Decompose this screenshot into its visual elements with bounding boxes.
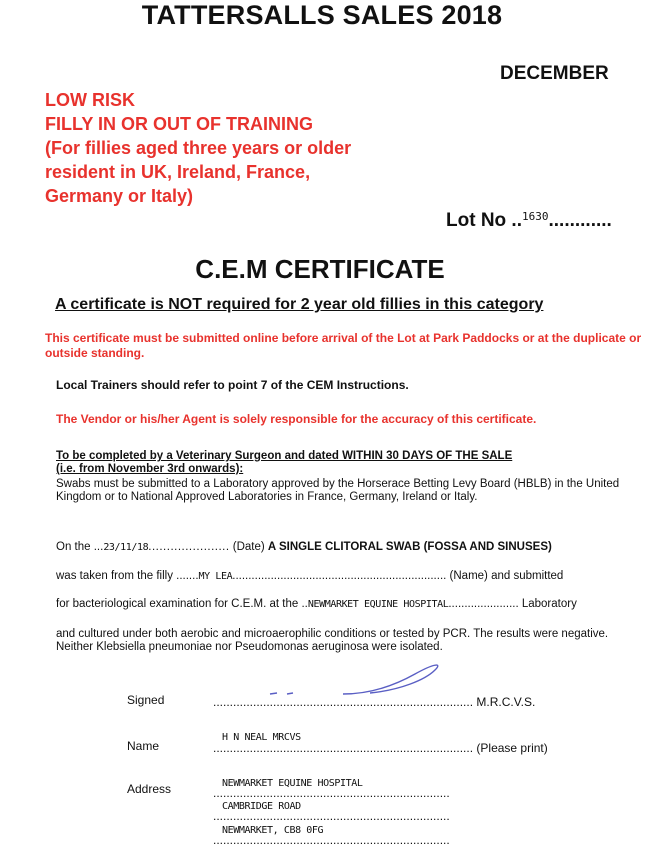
laboratory-dots: ......................: [448, 598, 519, 610]
address-dots: .......................................................................: [213, 786, 450, 800]
name-dots: ..............................................................................: [213, 741, 474, 755]
lot-number-value: 1630: [521, 210, 549, 223]
results-statement: and cultured under both aerobic and microaerophilic conditions or tested by PCR. The results were negative. Neither Klebsiella pneumoniae nor Pseudomonas aeruginosa were isolated.: [56, 628, 609, 653]
vendor-responsibility-notice: The Vendor or his/her Agent is solely responsible for the accuracy of this certificate.: [56, 412, 537, 426]
lot-label: Lot No ..: [446, 210, 522, 231]
category-line: Germany or Italy): [45, 186, 194, 206]
name-field: [213, 741, 548, 755]
address-dots: .......................................................................: [213, 809, 450, 823]
vet-heading-line: (i.e. from November 3rd onwards):: [56, 463, 244, 475]
address-label: Address: [127, 782, 172, 796]
swabs-instructions: Swabs must be submitted to a Laboratory approved by the Horserace Betting Levy Board (HBLB) in the United Kingdom or to National Approved Laboratories in France, Germany, Ireland or Italy.: [56, 478, 620, 503]
filly-name-value: MY LEA: [198, 571, 233, 582]
filly-name-suffix: (Name) and submitted: [446, 570, 564, 582]
please-print-label: (Please print): [473, 741, 548, 755]
swab-date-value: 23/11/18: [103, 542, 149, 553]
signature-stroke: [343, 665, 438, 694]
address-dots: .......................................................................: [213, 833, 450, 847]
local-trainers-notice: Local Trainers should refer to point 7 of the CEM Instructions.: [56, 378, 409, 392]
laboratory-name-value: NEWMARKET EQUINE HOSPITAL: [307, 599, 449, 610]
laboratory-suffix: Laboratory: [518, 598, 577, 610]
category-line: resident in UK, Ireland, France,: [45, 162, 311, 182]
date-dots: ......................: [148, 541, 230, 553]
lot-number-field: [446, 210, 612, 232]
signed-label: Signed: [127, 693, 165, 707]
signature-stroke: [270, 693, 293, 694]
exam-label: for bacteriological examination for C.E.M. at the ..: [56, 598, 308, 610]
date-label: (Date): [229, 541, 268, 553]
address-line-1: NEWMARKET EQUINE HOSPITAL: [222, 778, 363, 789]
date-row: [56, 541, 552, 553]
signature-scribble: [265, 660, 445, 700]
category-line: FILLY IN OR OUT OF TRAINING: [45, 114, 314, 134]
on-the-label: On the ...: [56, 541, 104, 553]
vet-heading: [56, 450, 512, 476]
lot-dots: ............: [548, 210, 612, 231]
filly-row: [56, 570, 563, 582]
category-line: (For fillies aged three years or older: [45, 138, 352, 158]
swab-type: A SINGLE CLITORAL SWAB (FOSSA AND SINUSES): [267, 541, 552, 553]
laboratory-row: [56, 598, 577, 610]
mrcvs-label: M.R.C.V.S.: [473, 695, 536, 709]
vet-heading-line: To be completed by a Veterinary Surgeon and dated WITHIN 30 DAYS OF THE SALE: [56, 450, 513, 462]
category-line: LOW RISK: [45, 90, 135, 110]
address-line-2: CAMBRIDGE ROAD: [222, 801, 301, 812]
vet-name-value: H N NEAL MRCVS: [222, 732, 301, 743]
sale-month: DECEMBER: [500, 63, 609, 84]
category-block: [45, 88, 351, 208]
page-title: TATTERSALLS SALES 2018: [141, 0, 503, 30]
name-label: Name: [127, 739, 160, 753]
taken-from-label: was taken from the filly .......: [56, 570, 199, 582]
signed-dots: ..............................................................................: [213, 695, 474, 709]
online-submission-notice: This certificate must be submitted online before arrival of the Lot at Park Paddocks or at the duplicate or outside standing.: [45, 331, 642, 360]
certificate-title: C.E.M CERTIFICATE: [195, 254, 445, 284]
address-line-3: NEWMARKET, CB8 0FG: [222, 825, 324, 836]
not-required-notice: A certificate is NOT required for 2 year old fillies in this category: [55, 296, 544, 313]
filly-name-dots: ...................................................................: [232, 570, 447, 582]
